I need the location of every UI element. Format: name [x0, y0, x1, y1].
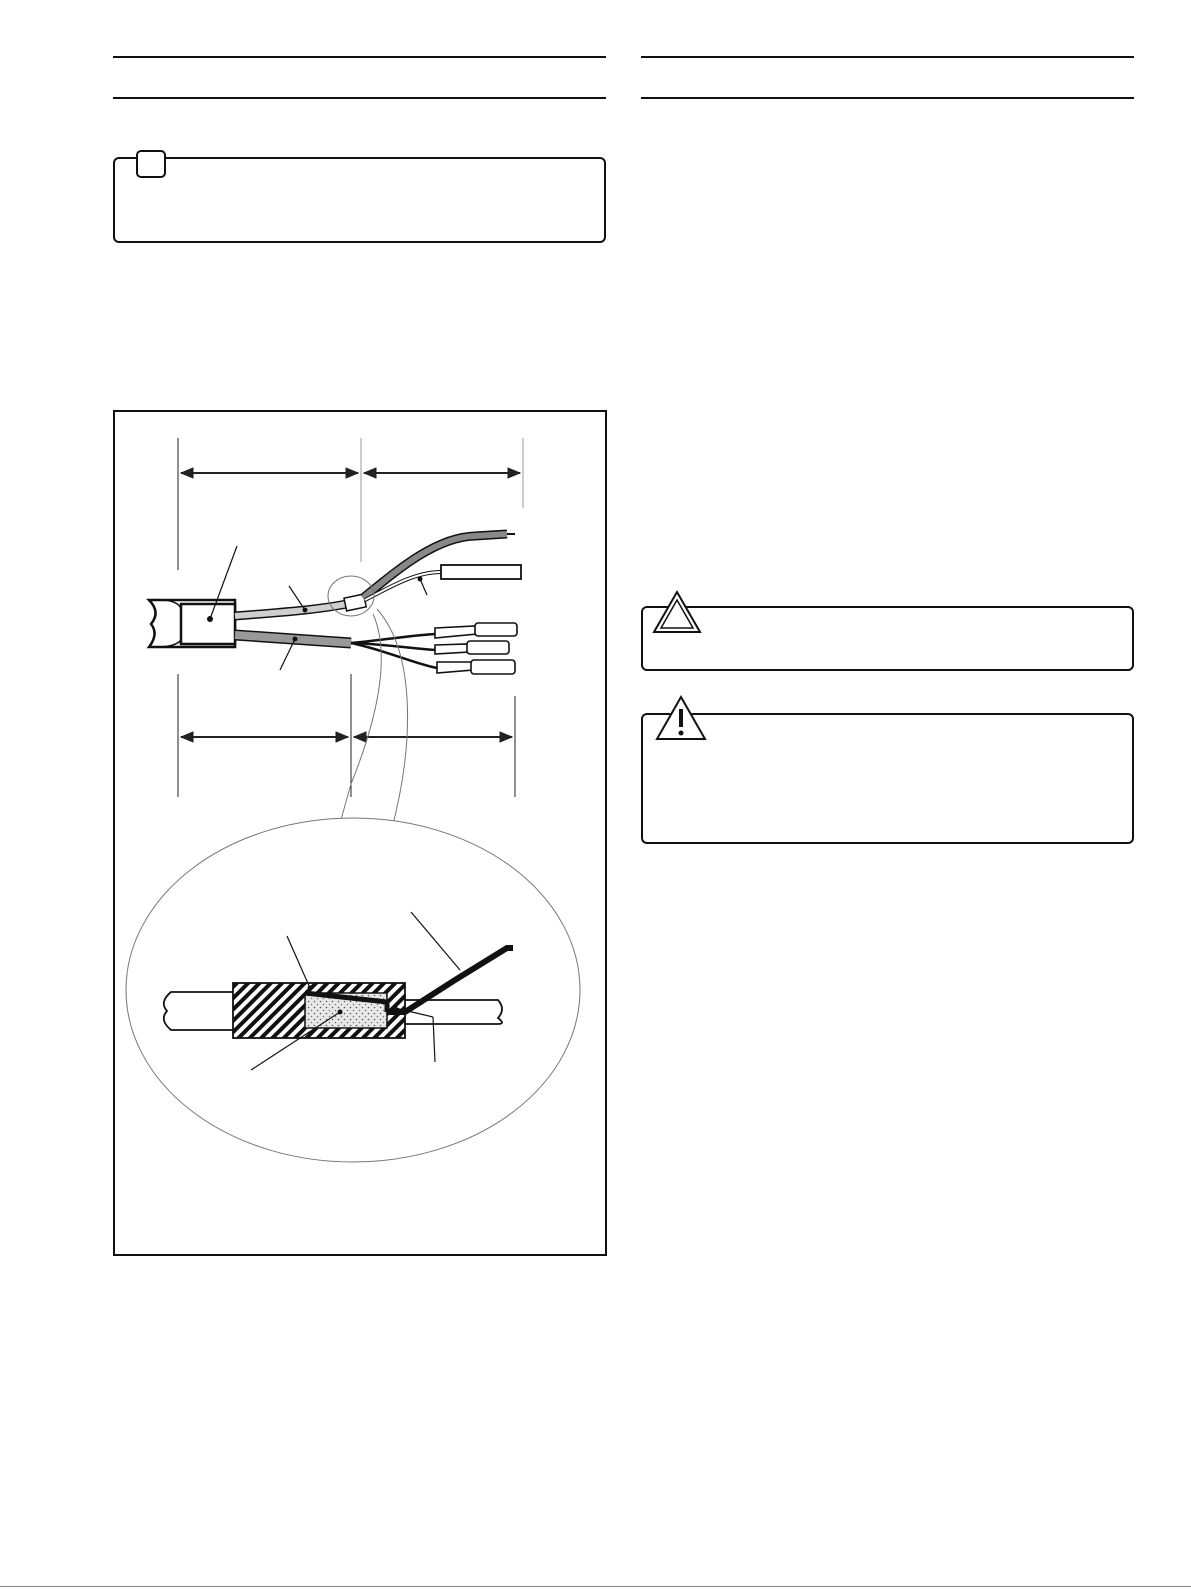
caution-triangle-icon [652, 590, 702, 634]
left-header-rule-bottom [113, 97, 606, 99]
wiring-diagram-svg [115, 412, 609, 1258]
top-dimension [178, 438, 523, 570]
note-box [113, 157, 606, 243]
right-header-rule-top [641, 56, 1134, 58]
upper-wire [235, 534, 521, 616]
bottom-dimension [178, 674, 515, 797]
page-bottom-edge [0, 1586, 1191, 1587]
warning-exclamation-icon [655, 695, 707, 741]
left-header-rule-top [113, 56, 606, 58]
warning-box [641, 713, 1134, 844]
caution-box [641, 606, 1134, 671]
note-icon [136, 150, 166, 178]
wiring-figure [113, 410, 607, 1256]
right-header-rule-bottom [641, 97, 1134, 99]
detail-ellipse [126, 818, 580, 1162]
lower-wire [235, 623, 517, 674]
connector-housing [149, 546, 237, 647]
